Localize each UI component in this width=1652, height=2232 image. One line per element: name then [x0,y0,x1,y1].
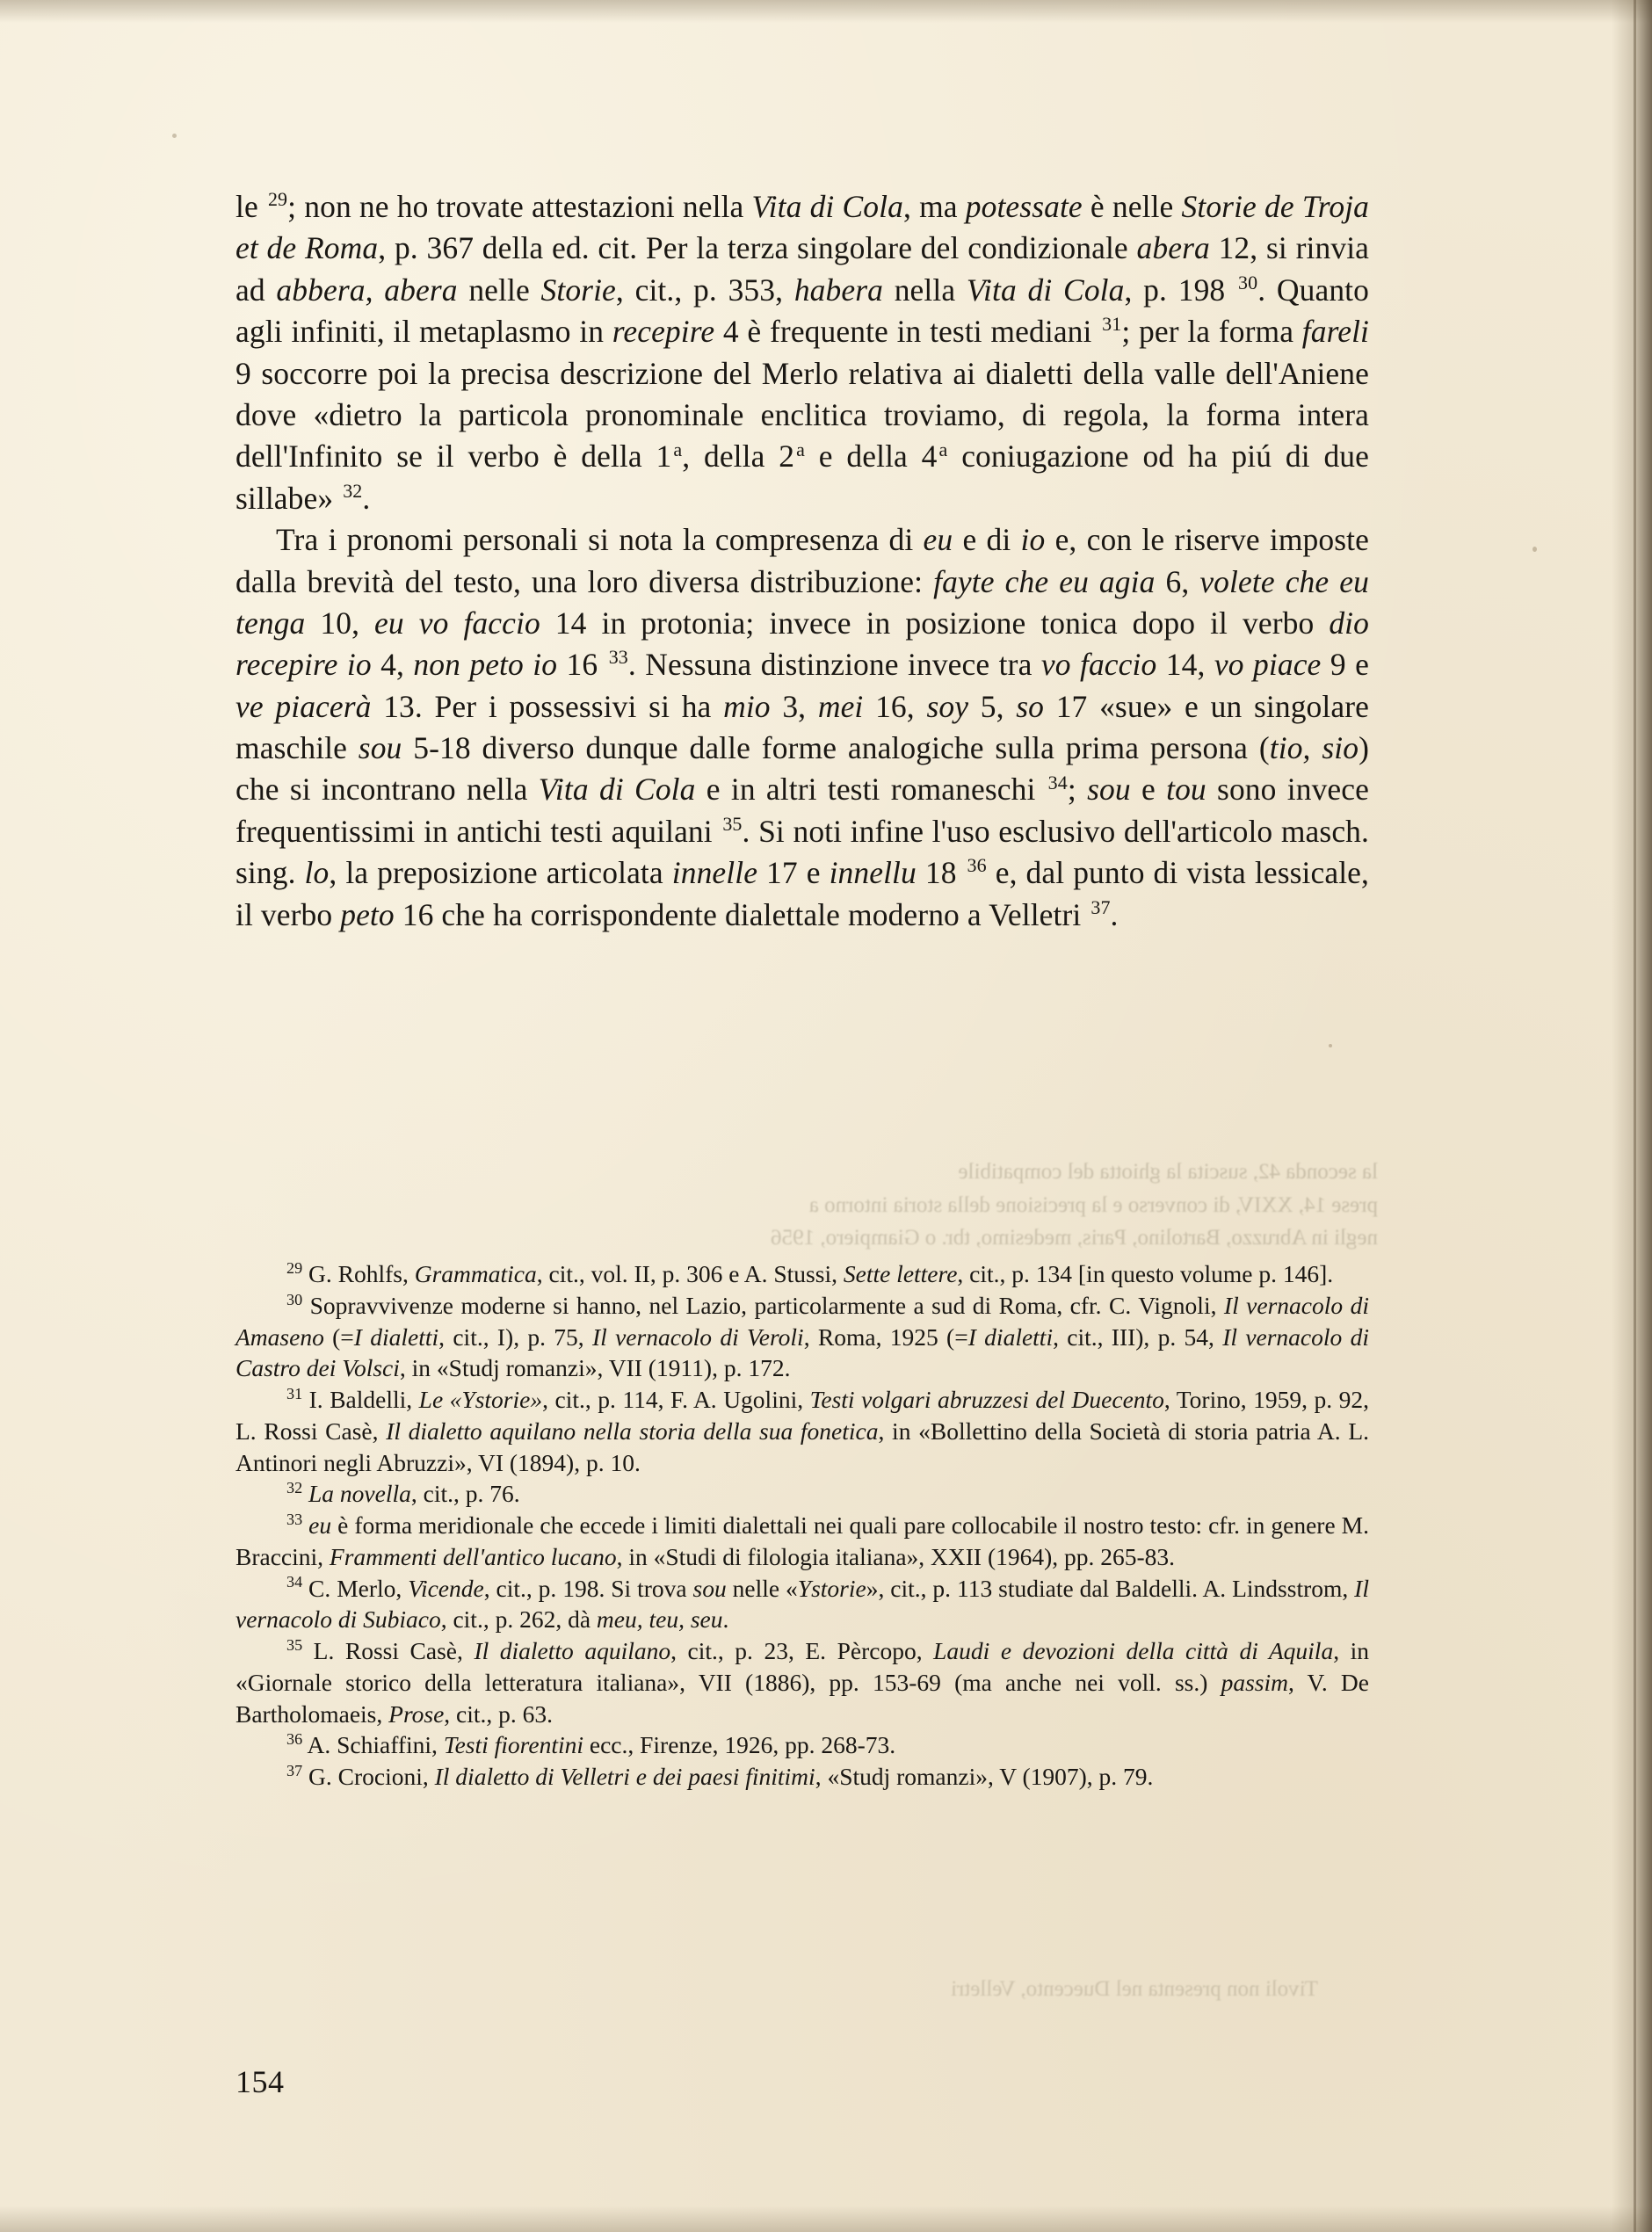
footnote-32: $^{32}$ La novella, cit., p. 76. [286,1479,520,1508]
body-text [235,186,1369,936]
footnote-30: $^{30}$ Sopravvivenze moderne si hanno, nel Lazio, particolarmente a sud di Roma, cfr. C. Vignoli, Il vernacolo di Amaseno (=I dialetti, cit., I), p. 75, Il vernacolo di Veroli, Roma, 1925 (=I dialetti, cit., III), p. 54, Il vernacolo di Castro dei Volsci, in «Studj romanzi», VII (1911), p. 172. [235,1290,1369,1382]
main-text-column [235,186,1369,936]
paper-speck [172,134,177,138]
paper-speck [1532,547,1537,552]
show-through-line: la seconda 42, suscita la ghiotta del compatibile [958,1160,1378,1184]
page-edge-line [1634,0,1636,2232]
page-top-shadow [0,0,1652,23]
footnote-36: $^{36}$ A. Schiaffini, Testi fiorentini ecc., Firenze, 1926, pp. 268-73. [286,1730,896,1759]
footnote-35: $^{35}$ L. Rossi Casè, Il dialetto aquilano, cit., p. 23, E. Pèrcopo, Laudi e devozioni della città di Aquila, in «Giornale storico della letteratura italiana», VII (1886), pp. 153-69 (ma anche nei voll. ss.) passim, V. De Bartholomaeis, Prose, cit., p. 63. [235,1635,1370,1728]
footnote-34: $^{34}$ C. Merlo, Vicende, cit., p. 198. Si trova sou nelle «Ystorie», cit., p. 113 studiate dal Baldelli. A. Lindsstrom, Il vernacolo di Subiaco, cit., p. 262, dà meu, teu, seu. [235,1573,1369,1634]
show-through-line: prese 14, XXIV, di converso e la precisione della storia intorno a [808,1192,1378,1217]
page-number: 154 [235,2064,285,2099]
show-through-text-lower [264,1977,1318,2002]
footnote-31: $^{31}$ I. Baldelli, Le «Ystorie», cit., p. 114, F. A. Ugolini, Testi volgari abruzzesi del Duecento, Torino, 1959, p. 92, L. Rossi Casè, Il dialetto aquilano nella storia della sua fonetica, in «Bollettino della Società di storia patria A. L. Antinori negli Abruzzi», VI (1894), p. 10. [235,1384,1370,1476]
show-through-text [235,1156,1378,1255]
body-paragraph: Tra i pronomi personali si nota la compresenza di eu e di io e, con le riserve imposte dalla brevità del testo, una loro diversa distribuzione: fayte che eu agia 6, volete che eu tenga 10, eu vo faccio 14 in protonia; invece in posizione tonica dopo il verbo dio recepire io 4, non peto io 16 $^{33}$. Nessuna distinzione invece tra vo faccio 14, vo piace 9 e ve piacerà 13. Per i possessivi si ha mio 3, mei 16, soy 5, so 17 «sue» e un singolare maschile sou 5-18 diverso dunque dalle forme analogiche sulla prima persona (tio, sio) che si incontrano nella Vita di Cola e in altri testi romaneschi $^{34}$; sou e tou sono invece frequentissimi in antichi testi aquilani $^{35}$. Si noti infine l'uso esclusivo dell'articolo masch. sing. lo, la preposizione articolata innelle 17 e innellu 18 $^{36}$ e, dal punto di vista lessicale, il verbo peto 16 che ha corrispondente dialettale moderno a Velletri $^{37}$. [235,522,1370,932]
show-through-line: negli in Abruzzo, Bartolino, Paris, medesimo, tbr. o Giampiero, 1956 [771,1226,1378,1250]
body-paragraph: le $^{29}$; non ne ho trovate attestazioni nella Vita di Cola, ma potessate è nelle Storie de Troja et de Roma, p. 367 della ed. cit. Per la terza singolare del condizionale abera 12, si rinvia ad abbera, abera nelle Storie, cit., p. 353, habera nella Vita di Cola, p. 198 $^{30}$. Quanto agli infiniti, il metaplasmo in recepire 4 è frequente in testi mediani $^{31}$; per la forma fareli 9 soccorre poi la precisa descrizione del Merlo relativa ai dialetti della valle dell'Aniene dove «dietro la particola pronominale enclitica troviamo, di regola, la forma intera dell'Infinito se il verbo è della 1$^a$, della 2$^a$ e della 4$^a$ coniugazione od ha piú di due sillabe» $^{32}$. [235,188,1370,516]
footnote-29: $^{29}$ G. Rohlfs, Grammatica, cit., vol. II, p. 306 e A. Stussi, Sette lettere, cit., p. 134 [in questo volume p. 146]. [286,1258,1334,1287]
paper-speck [1329,1044,1332,1047]
footnote-37: $^{37}$ G. Crocioni, Il dialetto di Velletri e dei paesi finitimi, «Studj romanzi», V (1907), p. 79. [286,1761,1154,1790]
page-bottom-shadow [0,2206,1652,2232]
footnotes-block [235,1258,1369,1793]
page-edge-shadow [1612,0,1652,2232]
footnote-33: $^{33}$ eu è forma meridionale che eccede i limiti dialettali nei quali pare collocabile il nostro testo: cfr. in genere M. Braccini, Frammenti dell'antico lucano, in «Studi di filologia italiana», XXII (1964), pp. 265-83. [235,1510,1369,1570]
show-through-line: Tivoli non presenta nel Duecento, Velletri [951,1977,1318,2001]
